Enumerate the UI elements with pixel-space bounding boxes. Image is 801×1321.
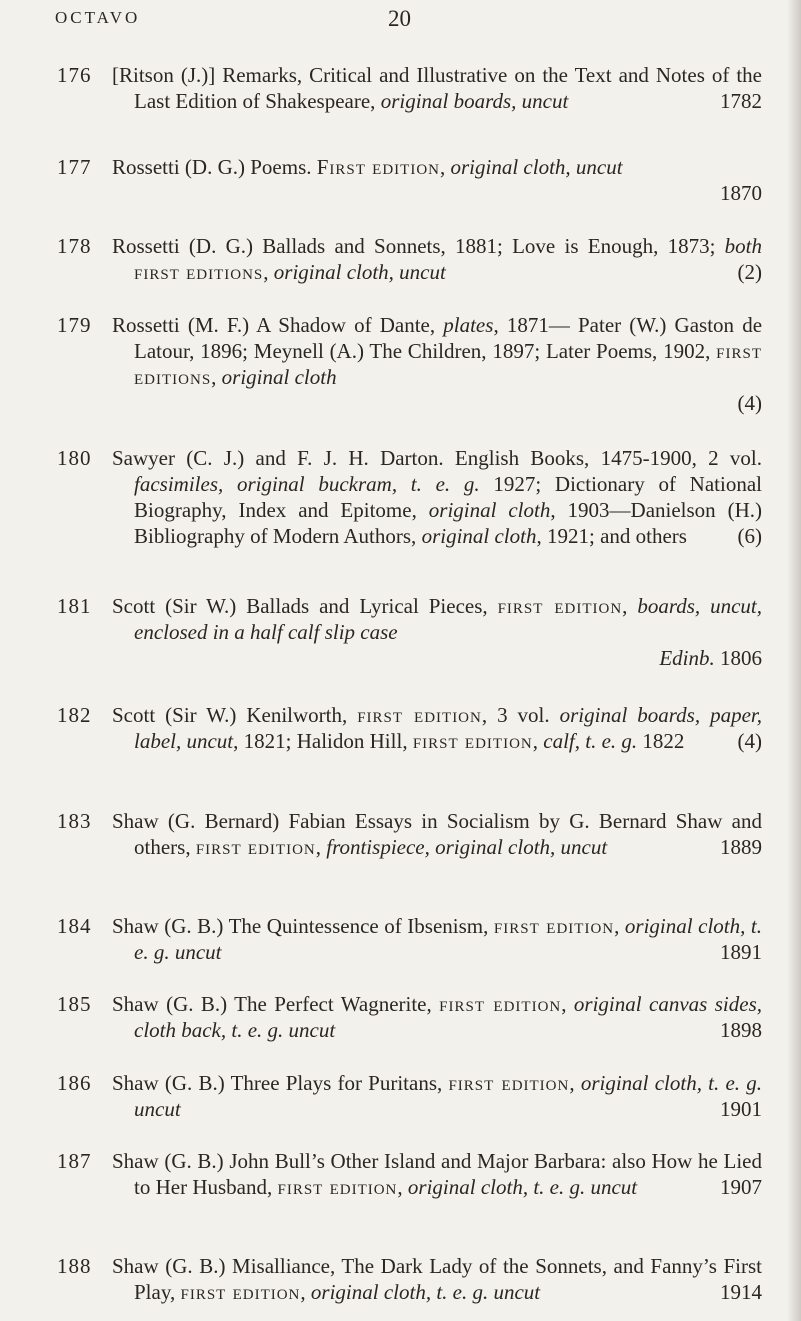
page-edge-shadow	[787, 0, 801, 1321]
lot-date: 1870	[720, 181, 762, 205]
lot-date: 1891	[720, 940, 762, 964]
lot-number: 181	[57, 594, 92, 618]
lot-number: 185	[57, 992, 92, 1016]
page-header	[55, 6, 760, 36]
lot-number: 187	[57, 1149, 92, 1173]
lot-number: 183	[57, 809, 92, 833]
lot-description: Shaw (G. B.) John Bull’s Other Island and Major Barbara: also How he Lied to Her Husband, first edition, original cloth, t. e. g. uncut 1907	[112, 1149, 762, 1199]
lot-description: Rossetti (D. G.) Poems. First edition, original cloth, uncut 1870	[112, 155, 762, 205]
lot-description: Shaw (G. B.) Three Plays for Puritans, first edition, original cloth, t. e. g. uncut 1901	[112, 1071, 762, 1121]
lot-description: Shaw (G. B.) The Perfect Wagnerite, first edition, original canvas sides, cloth back, t. e. g. uncut 1898	[112, 992, 762, 1042]
lot-date: 1907	[720, 1175, 762, 1199]
lot-description: Scott (Sir W.) Kenilworth, first edition, 3 vol. original boards, paper, label, uncut, 1821; Halidon Hill, first edition, calf, t. e. g. 1822 (4)	[112, 703, 762, 753]
lot-number: 184	[57, 914, 92, 938]
lot-description: Shaw (G. B.) The Quintessence of Ibsenism, first edition, original cloth, t. e. g. uncut 1891	[112, 914, 762, 964]
lot-quantity: (4)	[737, 391, 762, 415]
lot-description: Rossetti (M. F.) A Shadow of Dante, plates, 1871— Pater (W.) Gaston de Latour, 1896; Meynell (A.) The Children, 1897; Later Poems, 1902, first editions, original cloth (4)	[112, 313, 763, 415]
lot-quantity: (6)	[737, 524, 762, 548]
lot-description: Scott (Sir W.) Ballads and Lyrical Pieces, first edition, boards, uncut, enclosed in a half calf slip case Edinb. 1806	[112, 594, 763, 670]
lot-description: Sawyer (C. J.) and F. J. H. Darton. English Books, 1475-1900, 2 vol. facsimiles, original buckram, t. e. g. 1927; Dictionary of National Biography, Index and Epitome, original cloth, 1903—Danielson (H.) Bibliography of Modern Authors, original cloth, 1921; and others (6)	[112, 446, 762, 548]
lot-number: 176	[57, 63, 92, 87]
lot-date: 1901	[720, 1097, 762, 1121]
lot-date: 1914	[720, 1280, 762, 1304]
lot-number: 180	[57, 446, 92, 470]
lot-description: [Ritson (J.)] Remarks, Critical and Illustrative on the Text and Notes of the Last Edition of Shakespeare, original boards, uncut 1782	[112, 63, 762, 113]
lot-place: Edinb.	[659, 646, 715, 670]
lot-quantity: (2)	[737, 260, 762, 284]
lot-number: 178	[57, 234, 92, 258]
lot-number: 182	[57, 703, 92, 727]
lot-date: 1889	[720, 835, 762, 859]
lot-number: 179	[57, 313, 92, 337]
lot-number: 186	[57, 1071, 92, 1095]
lot-number: 188	[57, 1254, 92, 1278]
lot-description: Shaw (G. B.) Misalliance, The Dark Lady of the Sonnets, and Fanny’s First Play, first edition, original cloth, t. e. g. uncut 1914	[112, 1254, 762, 1304]
lot-date: 1898	[720, 1018, 762, 1042]
running-head: OCTAVO	[55, 8, 141, 27]
lot-date: 1806	[720, 646, 762, 670]
lot-description: Rossetti (D. G.) Ballads and Sonnets, 1881; Love is Enough, 1873; both first editions, original cloth, uncut (2)	[112, 234, 762, 284]
lot-description: Shaw (G. Bernard) Fabian Essays in Socialism by G. Bernard Shaw and others, first edition, frontispiece, original cloth, uncut 1889	[112, 809, 762, 859]
lot-number: 177	[57, 155, 92, 179]
lot-date: 1782	[720, 89, 762, 113]
lot-imprint	[134, 645, 762, 671]
lot-quantity: (4)	[737, 729, 762, 753]
page-number: 20	[388, 6, 411, 31]
